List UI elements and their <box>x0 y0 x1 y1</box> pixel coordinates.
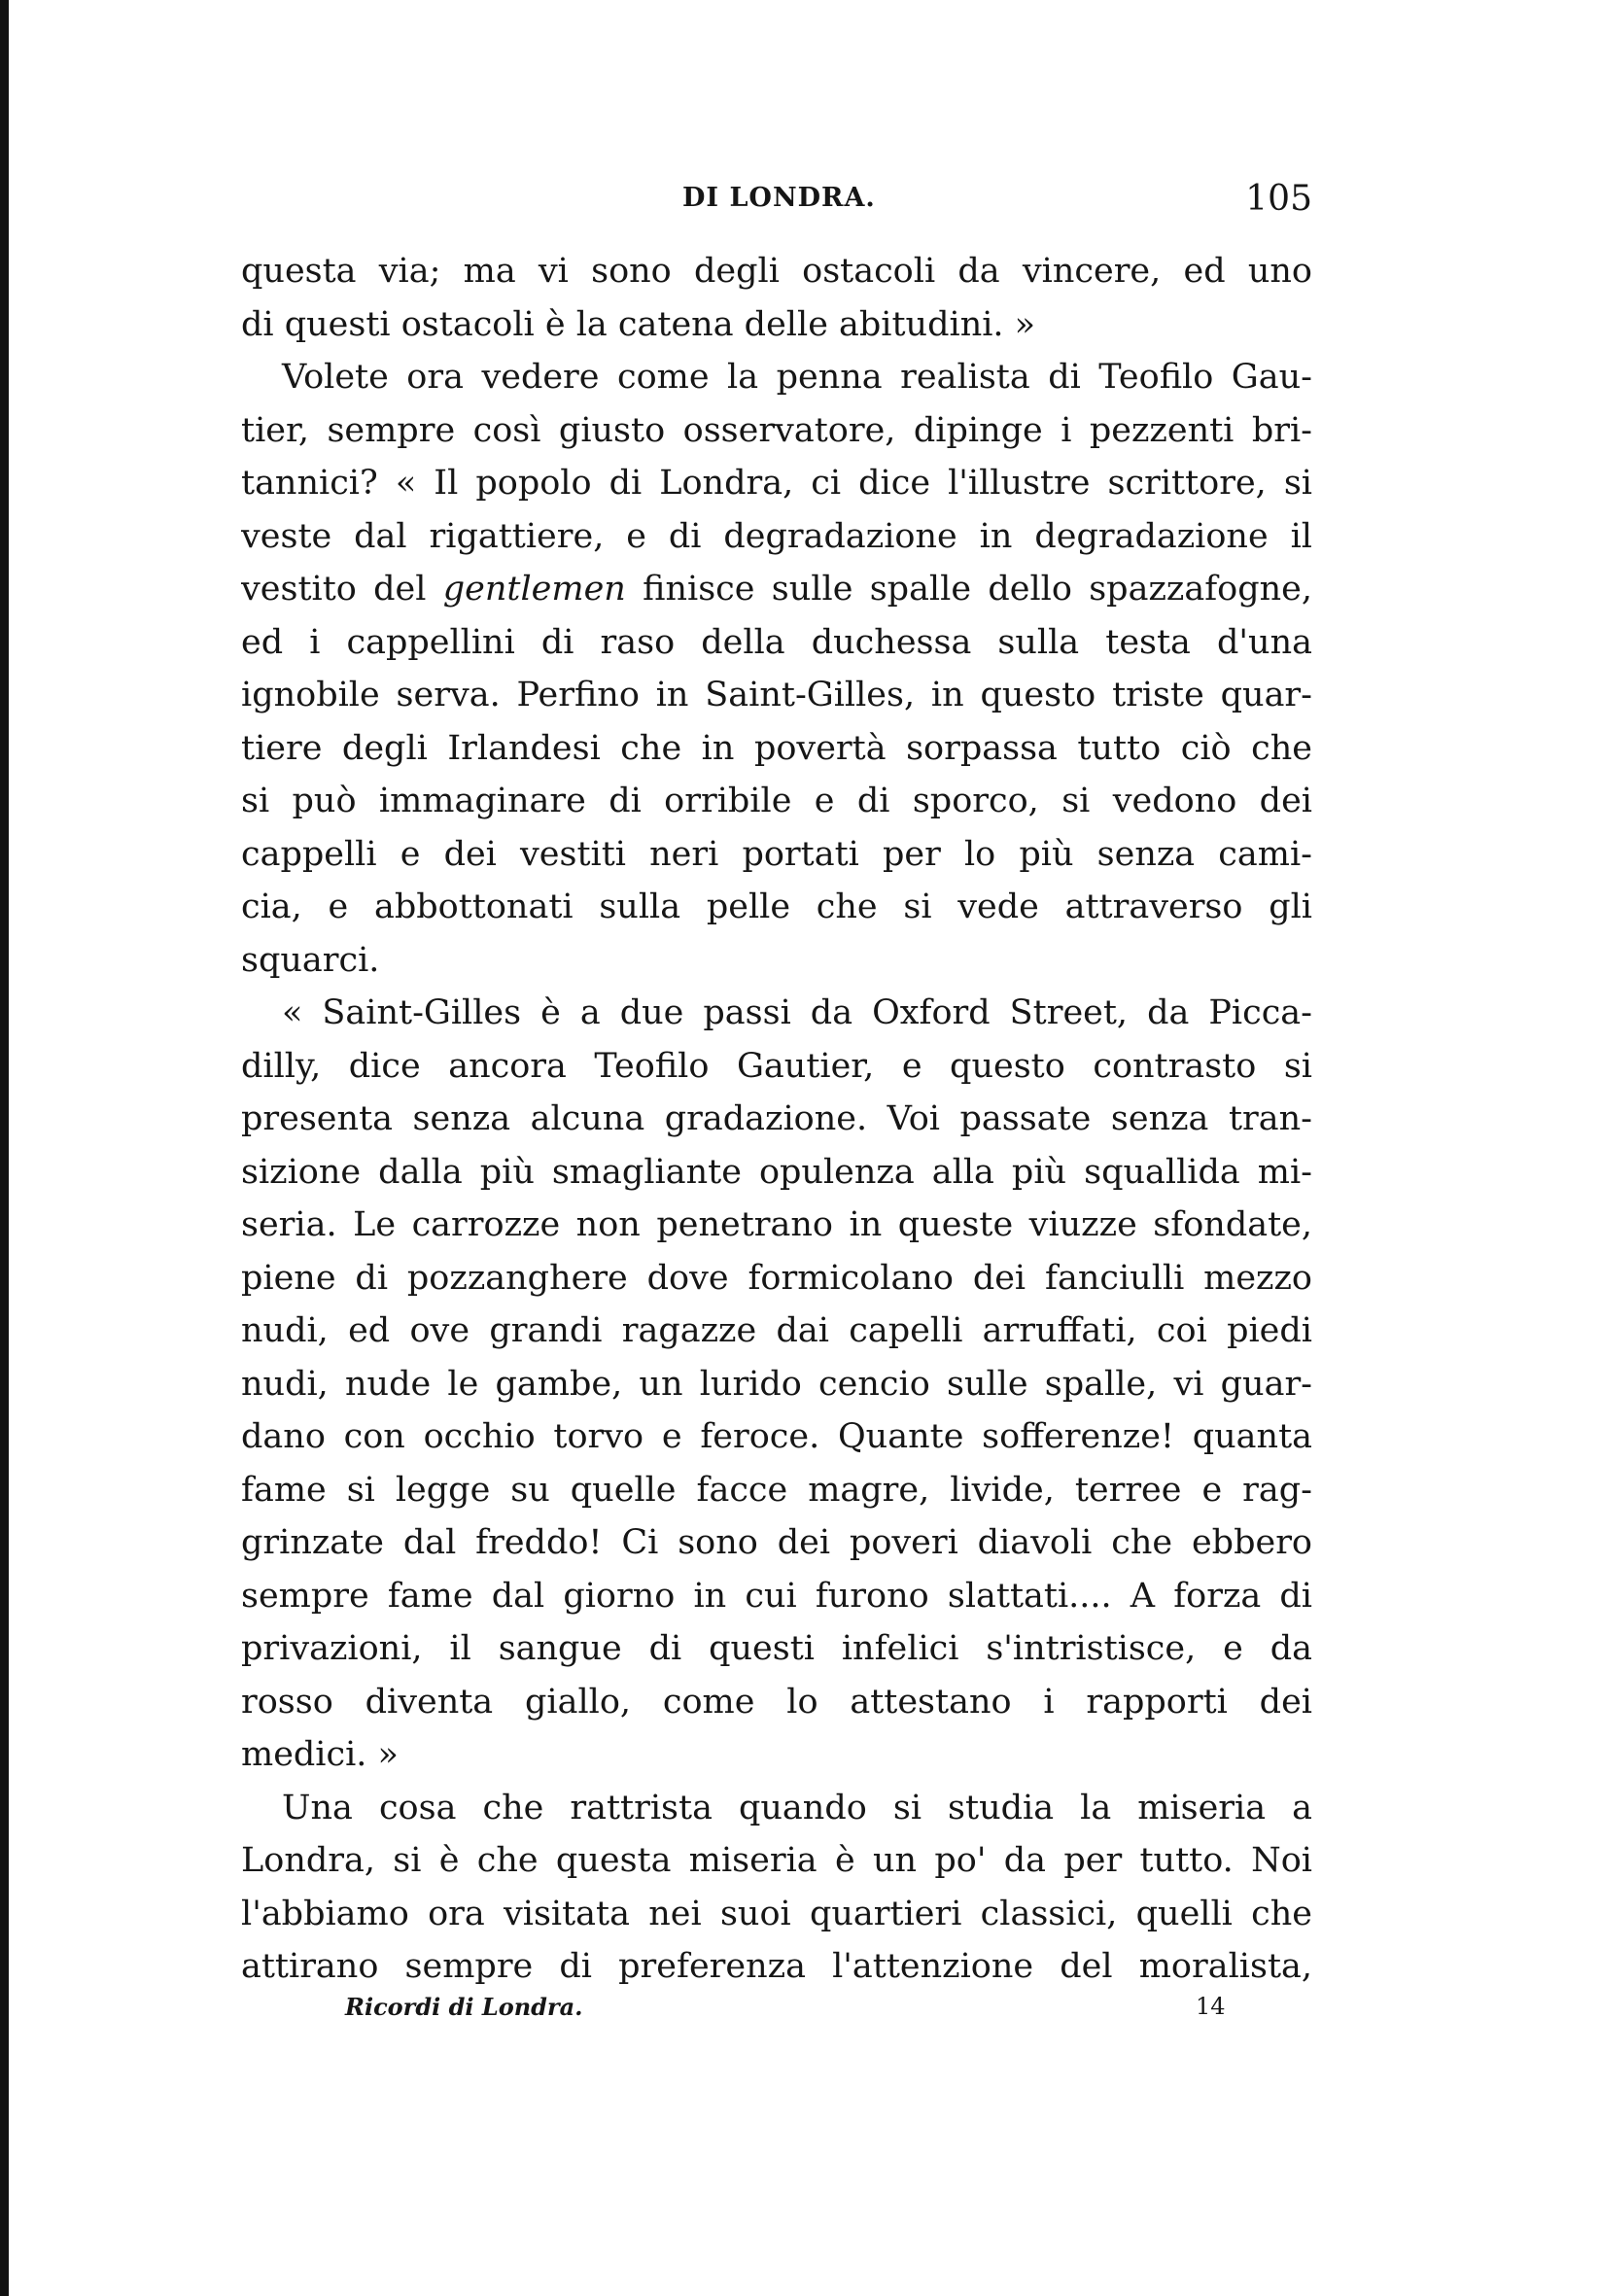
text-line: dano con occhio torvo e feroce. Quante sofferenze! quanta <box>241 1417 1312 1456</box>
text-line: fame si legge su quelle facce magre, livide, terree e rag- <box>241 1470 1312 1510</box>
text-line: dilly, dice ancora Teofilo Gautier, e questo contrasto si <box>241 1046 1312 1086</box>
text-run: finisce sulle spalle dello spazzafogne, <box>625 570 1312 609</box>
text-line: Volete ora vedere come la penna realista di Teofilo Gau- <box>282 358 1312 397</box>
italic-term: gentlemen <box>442 570 626 609</box>
text-line: « Saint-Gilles è a due passi da Oxford Street, da Picca- <box>282 993 1312 1032</box>
text-line: tier, sempre così giusto osservatore, dipinge i pezzenti bri- <box>241 410 1312 450</box>
text-run: vestito del <box>241 570 443 609</box>
text-line: questa via; ma vi sono degli ostacoli da vincere, ed uno <box>241 252 1312 291</box>
text-line: veste dal rigattiere, e di degradazione in degradazione il <box>241 516 1312 556</box>
page-edge-shadow <box>0 0 9 2296</box>
text-line: sizione dalla più smagliante opulenza alla più squallida mi- <box>241 1152 1312 1192</box>
text-line: cappelli e dei vestiti neri portati per lo più senza cami- <box>241 834 1312 874</box>
text-line: l'abbiamo ora visitata nei suoi quartieri classici, quelli che <box>241 1894 1312 1933</box>
text-line: Londra, si è che questa miseria è un po' da per tutto. Noi <box>241 1841 1312 1880</box>
text-line: grinzate dal freddo! Ci sono dei poveri diavoli che ebbero <box>241 1523 1312 1562</box>
running-title: DI LONDRA. <box>682 183 876 213</box>
text-line: tiere degli Irlandesi che in povertà sorpassa tutto ciò che <box>241 728 1312 768</box>
text-line: seria. Le carrozze non penetrano in queste viuzze sfondate, <box>241 1205 1312 1244</box>
page-number: 105 <box>1245 179 1312 219</box>
text-line: di questi ostacoli è la catena delle abitudini. » <box>241 304 1036 344</box>
signature-mark: 14 <box>1196 1993 1226 2020</box>
text-line: presenta senza alcuna gradazione. Voi passate senza tran- <box>241 1099 1312 1138</box>
text-line: medici. » <box>241 1735 399 1774</box>
text-line: piene di pozzanghere dove formicolano dei fanciulli mezzo <box>241 1258 1312 1298</box>
footer-book-title: Ricordi di Londra. <box>345 1993 583 2021</box>
text-line: ed i cappellini di raso della duchessa sulla testa d'una <box>241 622 1312 662</box>
text-line: tannici? « Il popolo di Londra, ci dice l'illustre scrittore, si <box>241 464 1312 503</box>
text-line: ignobile serva. Perfino in Saint-Gilles, in questo triste quar- <box>241 676 1312 714</box>
text-line: rosso diventa giallo, come lo attestano i rapporti dei <box>241 1682 1312 1722</box>
body-text <box>241 245 1312 1994</box>
text-line: nudi, ed ove grandi ragazze dai capelli arruffati, coi piedi <box>241 1311 1312 1350</box>
page-header <box>243 179 1312 231</box>
text-line: Una cosa che rattrista quando si studia la miseria a <box>282 1788 1312 1827</box>
text-line: attirano sempre di preferenza l'attenzione del moralista, <box>241 1947 1312 1986</box>
text-line: nudi, nude le gambe, un lurido cencio sulle spalle, vi guar- <box>241 1364 1312 1404</box>
text-line <box>241 563 1312 616</box>
text-line: squarci. <box>241 940 380 980</box>
text-line: si può immaginare di orribile e di sporco, si vedono dei <box>241 782 1312 820</box>
text-line: sempre fame dal giorno in cui furono slattati.... A forza di <box>241 1576 1312 1616</box>
text-line: cia, e abbottonati sulla pelle che si vede attraverso gli <box>241 887 1312 926</box>
text-line: privazioni, il sangue di questi infelici s'intristisce, e da <box>241 1629 1312 1668</box>
